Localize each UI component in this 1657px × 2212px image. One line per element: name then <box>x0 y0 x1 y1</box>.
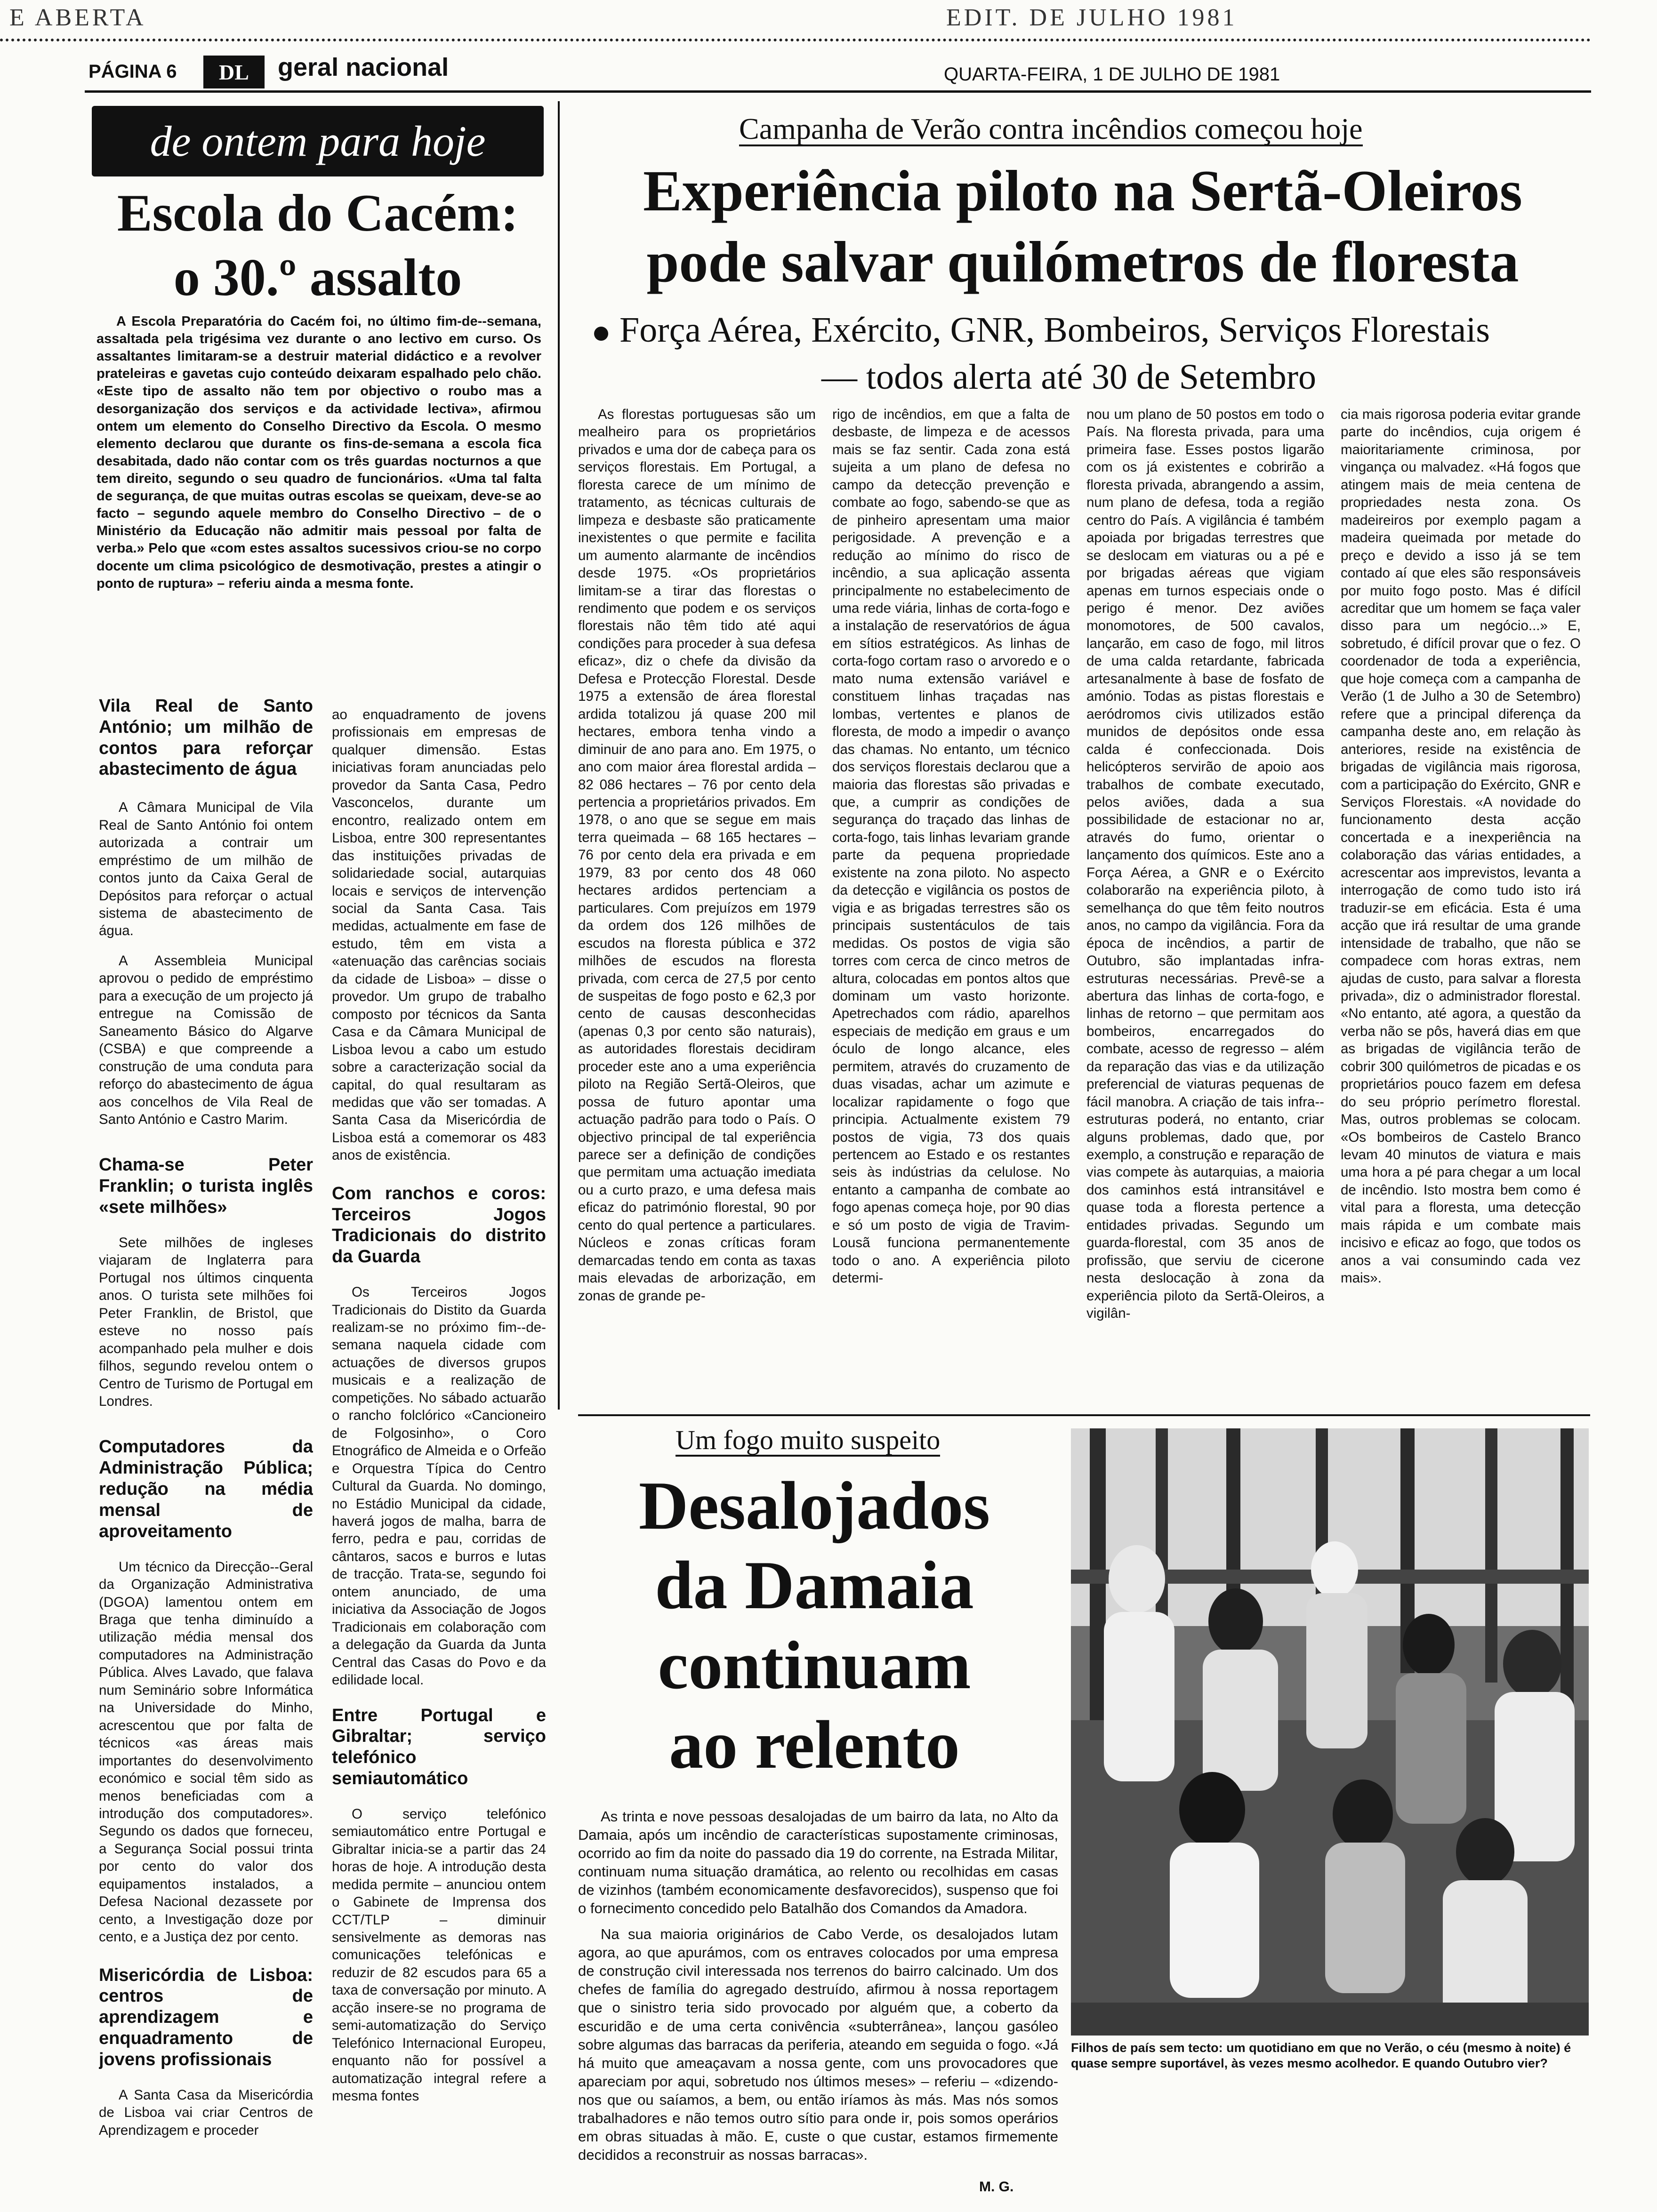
brief-jogos-paragraph: Os Terceiros Jogos Tradicionais do Distito da Guarda realizam-se no próximo fim--de-semana naquela cidade com actuações de diversos grupos musicais e a realização de competições. No sábado actuarão o rancho folclórico «Cancioneiro de Folgosinho», o Coro Etnográfico de Almeida e o Orfeão e Orquestra Típica do Centro Cultural da Guarda. No domingo, no Estádio Municipal da cidade, haverá jogos de malha, barra de ferro, pedra e pau, corridas de cântaros, sacos e burros e lutas de tracção. Trata-se, segundo foi ontem anunciado, de uma iniciativa da Associação de Jogos Tradicionais em colaboração com a delegação da Guarda da Junta Central das Casas do Povo e da edilidade local. <box>332 1284 546 1688</box>
second-headline-line1: Desalojados <box>638 1467 990 1544</box>
second-story-body <box>578 1807 1058 2170</box>
page-number: PÁGINA 6 <box>88 61 177 82</box>
brief-vila-real-headline: Vila Real de Santo António; um milhão de contos para reforçar abastecimento de água <box>99 696 313 779</box>
main-story-text: As florestas portuguesas são um mealheiro para os proprietários privados e uma dor de cabeça para os serviços florestais. Em Portugal, a floresta carece de um mínimo de tratamento, as técnicas culturais de limpeza e desbaste são praticamente inexistentes o que permite e facilita um aumento alarmante de incêndios desde 1975. «Os proprietários limitam-se a tirar das florestas o rendimento que podem e os serviços florestais não têm tido até aqui condições para proceder à sua defesa eficaz», diz o chefe da divisão da Defesa e Protecção Florestal. Desde 1975 a extensão de área florestal ardida totalizou já quase 200 mil hectares, embora tenha vindo a diminuir de ano para ano. Em 1975, o ano com maior área florestal ardida – 82 086 hectares – 76 por cento dela pertencia a proprietários privados. Em 1978, o ano que se segue em mais terra queimada – 68 165 hectares – 76 por cento dela era privada e em 1979, 83 por cento dos 48 060 hectares ardidos pertenciam a particulares. Com prejuízos em 1979 da ordem dos 126 milhões de escudos na floresta pública e 372 milhões de escudos na floresta privada, com cerca de 27,5 por cento de suspeitas de fogo posto e 62,3 por cento de causas desconhecidas (apenas 0,3 por cento são naturais), as autoridades florestais decidiram proceder este ano a uma experiência piloto na Região Sertã-Oleiros, que possa de futuro apontar uma actuação padrão para todo o País. O objectivo principal de tal experiência parece ser a definição de condições que permitam uma actuação imediata ou a curto prazo, e uma defesa mais eficaz do património florestal, 90 por cento do qual pertence a particulares. Núcleos e zonas críticas foram demarcadas tendo em conta as taxas mais elevadas de arborização, em zonas de grande pe- <box>578 407 816 1304</box>
main-story-text: nou um plano de 50 postos em todo o País. Na floresta privada, para uma primeira fase. Esses postos ligarão com os já existentes e cobrirão a floresta privada, abrangendo a assim, num plano de defesa, toda a região centro do País. A vigilância é também apoiada por brigadas terrestres que se deslocam em viaturas ou a pé e por brigadas aéreas que vigiam apenas em turnos especiais onde o perigo é menor. Dez aviões monomotores, de 500 cavalos, lançarão, em caso de fogo, mil litros de uma calda retardante, fabricada artesanalmente à base de fosfato de amónio. Todas as pistas florestais e aeródromos civis utilizados estão munidos de depósitos onde essa calda é confeccionada. Dois helicópteros servirão de apoio aos trabalhos de combate executado, pelos aviões, dada a sua possibilidade de estacionar no ar, através do fumo, orientar o lançamento dos químicos. Este ano a Força Aérea, a GNR e o Exército colaborarão na experiência piloto, à semelhança do que têm feito noutros anos, no campo da vigilância. Fora da época de incêndios, a partir de Outubro, são implantadas infra-estruturas necessárias. Prevê-se a abertura das linhas de corta-fogo, e linhas de retorno – que permitam aos bombeiros, encarregados do combate, acesso de regresso – além da reparação das vias e da utilização preferencial de viaturas pequenas de fácil manobra. A criação de tais infra--estruturas poderá, no entanto, criar alguns problemas, dado que, por exemplo, a construção e reparação de vias compete às autarquias, a maioria dos caminhos está intransitável e quase toda a floresta pertence a entidades privadas. Segundo um guarda-florestal, com 35 anos de profissão, que serviu de cicerone nesta deslocação à zona da experiência piloto da Sertã-Oleiros, a vigilân- <box>1086 407 1324 1322</box>
main-story-column-1 <box>578 406 816 1411</box>
second-kicker: Um fogo muito suspeito <box>676 1426 940 1457</box>
brief-vila-real-paragraph: A Assembleia Municipal aprovou o pedido de empréstimo para a execução de um projecto já entregue na Comissão de Saneamento Básico do Algarve (CSBA) e que compreende a construção de uma conduta para reforço do abastecimento de água aos concelhos de Vila Real de Santo António e Castro Marim. <box>99 953 313 1128</box>
section-banner: de ontem para hoje <box>92 106 544 176</box>
author-signature: M. G. <box>979 2179 1014 2195</box>
second-headline-line2: da Damaia <box>655 1547 974 1624</box>
masthead-ghost-right: EDIT. DE JULHO 1981 <box>946 4 1238 31</box>
main-story-text: cia mais rigorosa poderia evitar grande parte do incêndios, cuja origem é maioritariamente criminosa, por vingança ou malvadez. «Há fogos que atingem mais de meia centena de propriedades nesta zona. Os madeireiros por exemplo pagam a madeira queimada por metade do preço e devido a isso já se tem contado aí que eles são responsáveis por muito fogo posto. Mas é difícil acreditar que um homem se faça valer disso para um negócio...» E, sobretudo, é difícil provar que o fez. O coordenador de toda a experiência, que hoje começa com a campanha de Verão (1 de Julho a 30 de Setembro) refere que a principal diferença da campanha deste ano, em relação às anteriores, reside na existência de brigadas de vigilância mais rigorosa, com a participação do Exército, GNR e Serviços Florestais. «A novidade do funcionamento desta acção concertada e a inexperiência na colaboração das várias entidades, a acrescentar aos imprevistos, levanta a interrogação de como tudo isto irá traduzir-se em eficácia. Esta é uma acção que irá resultar de uma grande intensidade de trabalho, que não se compadece com horas extras, nem ajudas de custo, para salvar a floresta privada», diz o administrador florestal. «No entanto, até agora, a questão da verba não se pôs, haverá dias em que as brigadas de vigilância terão de cobrir 300 quilómetros de picadas e os proprietários pouco fazem em defesa do seu próprio perímetro florestal. Mas, outros problemas se colocam. «Os bombeiros de Castelo Branco levam 40 minutos de viatura e mais uma hora a pé para chegar a um local de incêndio. Isto mostra bem como é vital para a floresta, uma detecção mais rápida e um combate mais incisivo e eficaz ao fogo, que todos os anos a vai consumindo cada vez mais». <box>1341 407 1581 1286</box>
header-dotted-rule <box>0 39 1591 41</box>
issue-date: QUARTA-FEIRA, 1 DE JULHO DE 1981 <box>944 64 1280 85</box>
brief-turista-paragraph: Sete milhões de ingleses viajaram de Inglaterra para Portugal nos últimos cinquenta anos. O turista sete milhões foi Peter Franklin, de Bristol, que esteve no nosso país acompanhado pela mulher e dois filhos, segundo revelou ontem o Centro de Turismo de Portugal em Londres. <box>99 1234 313 1410</box>
main-subheadline-text: Força Aérea, Exército, GNR, Bombeiros, Serviços Florestais <box>619 310 1490 350</box>
newspaper-logo: DL <box>203 56 265 88</box>
main-subheadline-line2: — todos alerta até 30 de Setembro <box>821 357 1317 397</box>
photo-caption: Filhos de país sem tecto: um quotidiano em que no Verão, o céu (mesmo à noite) é quase sempre suportável, às vezes mesmo acolhedor. E quando Outubro vier? <box>1071 2041 1571 2070</box>
column-divider <box>558 101 560 1410</box>
section-label: geral nacional <box>278 53 449 81</box>
main-story-text: rigo de incêndios, em que a falta de desbaste, de limpeza e de acessos mais se faz sentir. Cada zona está sujeita a um plano de defesa no campo da detecção prevenção e combate ao fogo, sabendo-se que as de pinheiro apresentam uma maior perigosidade. A prevenção e a redução ao mínimo do risco de incêndio, a sua aplicação assenta principalmente no estabelecimento de uma rede viária, linhas de corta-fogo e a instalação de reservatórios de água em sítios estratégicos. As linhas de corta-fogo cortam raso o arvoredo e o mato numa extensão variável e constituem linhas traçadas nas lombas, vertentes e planos de floresta, de modo a impedir o avanço das chamas. No entanto, um técnico dos serviços florestais declarou que a maioria das florestas são privadas e que, a cumprir as condições de segurança do traçado das linhas de corta-fogo, tais linhas levariam grande parte da pequena propriedade existente na zona piloto. No aspecto da detecção e vigilância os postos de vigia e as brigadas terrestres são os principais sustentáculos de tais medidas. Os postos de vigia são torres com cerca de cinco metros de altura, colocadas em pontos altos que dominam um vasto horizonte. Apetrechados com rádio, aparelhos especiais de medição em graus e um óculo de longo alcance, eles permitem, através do cruzamento de duas visadas, achar um azimute e localizar rapidamente o fogo que principia. Actualmente existem 79 postos de vigia, 73 dos quais pertencem ao Estado e os restantes seis às indústrias da celulose. No entanto a campanha de combate ao fogo apenas começa hoje, por 90 dias e só um posto de vigia de Travim-Lousã funciona permanentemente todo o ano. A experiência piloto determi- <box>832 407 1070 1286</box>
section-rule <box>578 1414 1590 1416</box>
main-story-column-2 <box>832 406 1070 1411</box>
main-headline-line1: Experiência piloto na Sertã-Oleiros <box>643 159 1522 223</box>
main-story-column-3 <box>1086 406 1324 1411</box>
brief-turista-headline: Chama-se Peter Franklin; o turista inglês «sete milhões» <box>99 1155 313 1218</box>
main-kicker: Campanha de Verão contra incêndios começou hoje <box>739 113 1363 146</box>
escola-headline-line1: Escola do Cacém: <box>117 184 519 242</box>
bullet-icon <box>594 327 608 341</box>
second-headline-line4: ao relento <box>669 1707 960 1783</box>
briefs-column-2 <box>332 706 546 2193</box>
second-headline <box>579 1466 1050 1785</box>
news-photo-children <box>1071 1428 1589 2036</box>
brief-misericordia-paragraph: A Santa Casa da Misericórdia de Lisboa vai criar Centros de Aprendizagem e proceder <box>99 2087 313 2138</box>
escola-lead-text: A Escola Preparatória do Cacém foi, no último fim-de--semana, assaltada pela trigésima vez durante o ano lectivo em curso. Os assaltantes limitaram-se a destruir material didáctico e a revolver prateleiras e gavetas cujo conteúdo deixaram espalhado pelo chão. «Este tipo de assalto não tem por objectivo o roubo mas a desorganização dos serviços e da actividade lectiva», afirmou ontem um elemento do Conselho Directivo da Escola. O mesmo elemento declarou que durante os fins-de-semana a escola fica desabitada, dado não contar com os três guardas nocturnos a que tem direito, segundo o seu quadro de funcionários. «Uma tal falta de segurança, de que muitas outras escolas se queixam, deve-se ao facto – segundo aquele membro do Conselho Directivo – de o Ministério da Educação não admitir mais pessoal por falta de verba.» Pelo que «com estes assaltos sucessivos criou-se no corpo docente um clima psicológico de desmotivação, prestes a atingir o ponto de ruptura» – referiu ainda a mesma fonte. <box>97 314 541 591</box>
brief-computadores-headline: Computadores da Administração Pública; redução na média mensal de aproveitamento <box>99 1437 313 1541</box>
main-story-column-4 <box>1341 406 1581 1411</box>
escola-headline <box>92 181 544 310</box>
second-headline-line3: continuam <box>658 1627 971 1703</box>
brief-misericordia-continued: ao enquadramento de jovens profissionais em empresas de qualquer dimensão. Estas iniciativas foram anunciadas pelo provedor da Santa Casa, Pedro Vasconcelos, durante um encontro, realizado ontem em Lisboa, entre 300 representantes das instituições privadas de solidariedade social, autarquias locais e serviços de intervenção social da Santa Casa. Tais medidas, actualmente em fase de estudo, têm em vista a «atenuação das carências sociais da cidade de Lisboa» – disse o provedor. Um grupo de trabalho composto por técnicos da Santa Casa e da Câmara Municipal de Lisboa levou a cabo um estudo sobre a caracterização social da capital, do qual resultaram as medidas que vão ser tomadas. A Santa Casa da Misericórdia de Lisboa está a comemorar os 483 anos de existência. <box>332 707 546 1163</box>
second-story-paragraph: Na sua maioria originários de Cabo Verde, os desalojados lutam agora, ao que apurámos, com os entraves colocados por uma empresa de construção civil interessada nos terrenos do bairro calcinado. Um dos chefes de família do agregado destruído, afirmou à nossa reportagem que o sinistro teria sido provocado por alguém que, a coberto da escuridão e de uma certa conivência «subterrânea», lançou gasóleo sobre algumas das barracas da periferia, ateando em seguida o fogo. «Já há muito que ameaçavam a nossa gente, com uns provocadores que apareciam por aqui, sobretudo nos últimos meses» – referiu – «dizendo-nos que ou saíamos, a bem, ou então iríamos às más. Mas nós somos trabalhadores e não temos outro sítio para onde ir, pois somos operários em obras situadas à mão. E, custe o que custar, estamos firmemente decididos a reconstruir as nossas barracas». <box>578 1926 1058 2163</box>
escola-lead <box>97 313 541 593</box>
main-headline <box>572 155 1593 298</box>
briefs-column-1 <box>99 696 313 2197</box>
brief-misericordia-headline: Misericórdia de Lisboa: centros de aprendizagem e enquadramento de jovens profissionais <box>99 1965 313 2069</box>
brief-vila-real-paragraph: A Câmara Municipal de Vila Real de Santo António foi ontem autorizada a contrair um empréstimo de um milhão de contos junto da Caixa Geral de Depósitos para reforçar o actual sistema de abastecimento de água. <box>99 800 313 939</box>
brief-jogos-headline: Com ranchos e coros: Terceiros Jogos Tradicionais do distrito da Guarda <box>332 1183 546 1267</box>
main-headline-line2: pode salvar quilómetros de floresta <box>646 230 1519 295</box>
escola-headline-line2: o 30.º assalto <box>173 248 462 307</box>
second-story-paragraph: As trinta e nove pessoas desalojadas de um bairro da lata, no Alto da Damaia, após um incêndio de características supostamente criminosas, ocorrido ao fim da noite do passado dia 19 do corrente, na Estrada Militar, continuam numa situação dramática, ao relento ou recolhidas em casas de vizinhos (também economicamente desfavorecidos), suspenso que foi o fornecimento concedido pelo Batalhão dos Comandos da Amadora. <box>578 1808 1058 1917</box>
masthead-ghost-left: E ABERTA <box>9 4 146 31</box>
brief-gibraltar-paragraph: O serviço telefónico semiautomático entre Portugal e Gibraltar inicia-se a partir das 24 horas de hoje. A introdução desta medida permite – anunciou ontem o Gabinete de Imprensa dos CCT/TLP – diminuir sensivelmente as demoras nas comunicações telefónicas e reduzir de 82 escudos para 65 a taxa de conversação por minuto. A acção insere-se no programa de semi-automatização do Serviço Telefónico Internacional Europeu, enquanto não for possível a automatização integral refere a mesma fontes <box>332 1806 546 2104</box>
header-rule <box>85 90 1591 93</box>
brief-gibraltar-headline: Entre Portugal e Gibraltar; serviço telefónico semiautomático <box>332 1705 546 1788</box>
main-subheadline-line1 <box>594 308 1490 352</box>
brief-computadores-paragraph: Um técnico da Direcção--Geral da Organização Administrativa (DGOA) lamentou ontem em Braga que tenha diminuído a utilização média mensal dos computadores na Administração Pública. Alves Lavado, que falava num Seminário sobre Informática na Universidade do Minho, acrescentou que por falta de técnicos «as áreas mais importantes do desenvolvimento económico e social têm sido as menos beneficiadas com a introdução dos computadores». Segundo os dados que forneceu, a Segurança Social possui trinta por cento do valor dos equipamentos instalados, a Defesa Nacional dezassete por cento, a Investigação doze por cento, e a Justiça dez por cento. <box>99 1559 313 1945</box>
